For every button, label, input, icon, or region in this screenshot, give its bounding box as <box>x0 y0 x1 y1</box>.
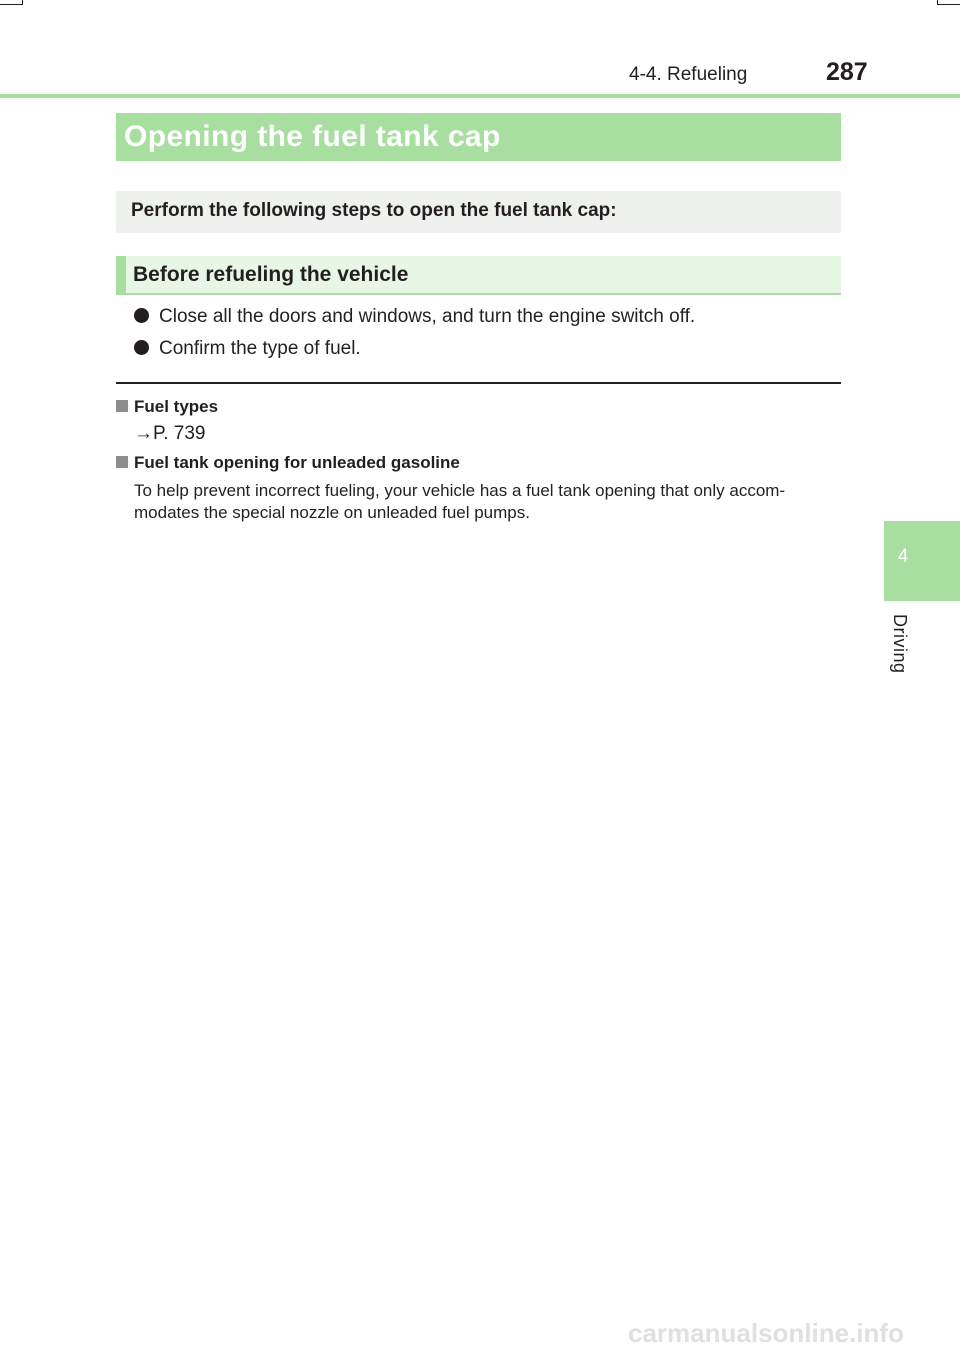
note-heading <box>116 396 218 418</box>
subsection-heading-box <box>116 256 841 295</box>
square-bullet-icon <box>116 400 128 412</box>
note-body: To help prevent incorrect fueling, your vehicle has a fuel tank opening that only accom-modates the special nozzle on unleaded fuel pumps. <box>134 481 786 522</box>
chapter-label: Driving <box>890 614 910 674</box>
chapter-tab <box>884 521 960 601</box>
crop-mark <box>0 4 23 5</box>
subsection-marker <box>116 256 126 293</box>
list-item <box>134 336 361 362</box>
list-item-text: Close all the doors and windows, and turn the engine switch off. <box>159 306 696 327</box>
section-title-bar <box>116 113 841 161</box>
bullet-icon <box>134 308 149 323</box>
crop-mark <box>937 4 960 5</box>
note-heading-text: Fuel types <box>134 397 219 416</box>
header-section-title: 4-4. Refueling <box>629 64 748 85</box>
watermark: carmanualsonline.info <box>628 1318 904 1348</box>
page-reference-link[interactable]: →P. 739 <box>134 423 206 444</box>
bullet-icon <box>134 340 149 355</box>
subsection-title: Before refueling the vehicle <box>133 263 409 286</box>
note-heading <box>116 452 460 474</box>
page-number: 287 <box>826 58 868 86</box>
header-rule <box>0 94 960 98</box>
square-bullet-icon <box>116 456 128 468</box>
note-heading-text: Fuel tank opening for unleaded gasoline <box>134 453 460 472</box>
list-item <box>134 304 695 330</box>
page-title: Opening the fuel tank cap <box>124 120 501 153</box>
chapter-number: 4 <box>897 546 909 567</box>
intro-box <box>116 191 841 233</box>
intro-text: Perform the following steps to open the fuel tank cap: <box>131 200 617 221</box>
section-divider <box>116 382 841 384</box>
list-item-text: Confirm the type of fuel. <box>159 338 361 359</box>
